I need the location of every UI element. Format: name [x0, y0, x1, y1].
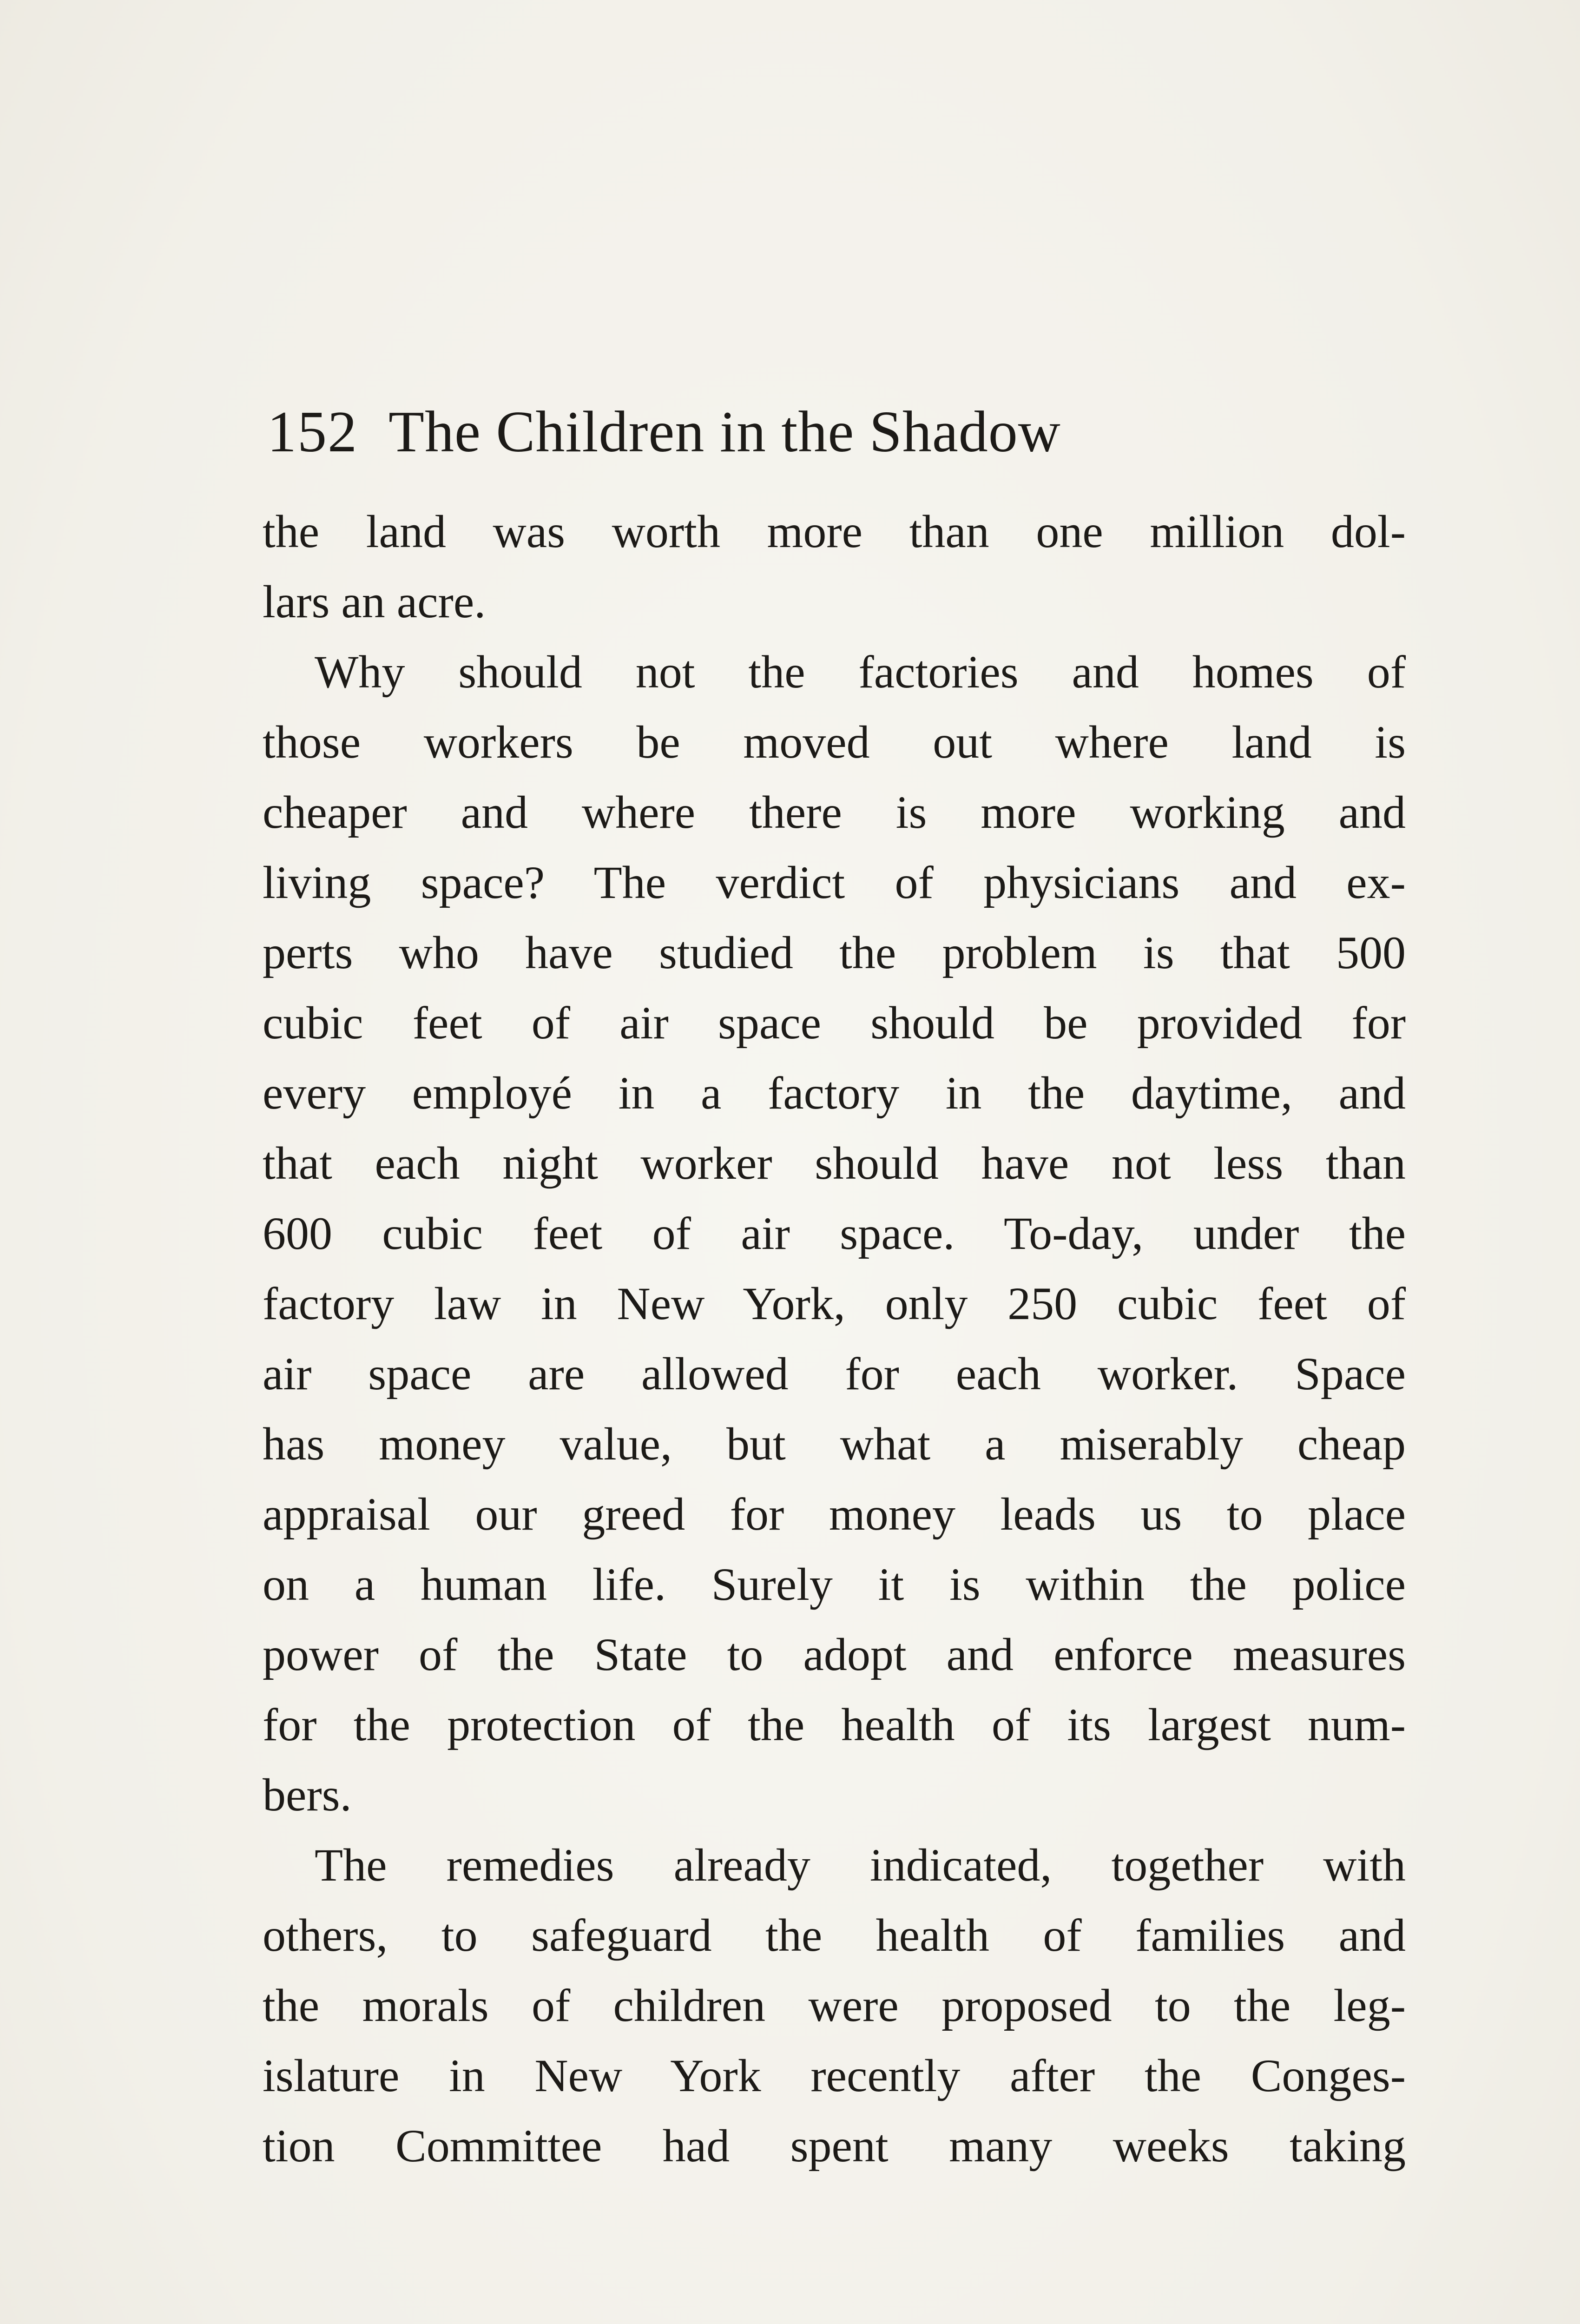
text-line: islature in New York recently after the Conges-	[263, 2050, 1406, 2101]
text-line: that each night worker should have not less than	[263, 1137, 1406, 1189]
text-line: tion Committee had spent many weeks taking	[263, 2120, 1406, 2172]
text-line: has money value, but what a miserably cheap	[263, 1418, 1406, 1470]
text-line: those workers be moved out where land is	[263, 716, 1406, 768]
running-title: The Children in the Shadow	[388, 400, 1061, 464]
text-line: power of the State to adopt and enforce measures	[263, 1629, 1406, 1680]
text-line: factory law in New York, only 250 cubic feet of	[263, 1278, 1406, 1329]
text-line: cheaper and where there is more working and	[263, 786, 1406, 838]
text-line: air space are allowed for each worker. Space	[263, 1348, 1406, 1400]
text-line: the morals of children were proposed to the leg-	[263, 1980, 1406, 2031]
text-line: cubic feet of air space should be provided for	[263, 997, 1406, 1049]
text-line: Why should not the factories and homes of	[315, 646, 1406, 698]
text-line: on a human life. Surely it is within the police	[263, 1558, 1406, 1610]
running-head	[267, 397, 1429, 467]
page-number: 152	[267, 400, 358, 464]
text-line: living space? The verdict of physicians and ex-	[263, 857, 1406, 908]
text-line: perts who have studied the problem is that 500	[263, 927, 1406, 978]
text-line: appraisal our greed for money leads us to place	[263, 1488, 1406, 1540]
text-line: bers.	[263, 1769, 352, 1821]
text-line: the land was worth more than one million dol-	[263, 506, 1406, 557]
text-line: others, to safeguard the health of families and	[263, 1909, 1406, 1961]
text-line: for the protection of the health of its largest num-	[263, 1699, 1406, 1750]
text-line: The remedies already indicated, together with	[315, 1839, 1406, 1891]
text-line: 600 cubic feet of air space. To-day, under the	[263, 1208, 1406, 1259]
body-text	[263, 496, 1406, 2181]
text-line: lars an acre.	[263, 576, 486, 627]
text-line: every employé in a factory in the daytime, and	[263, 1067, 1406, 1119]
